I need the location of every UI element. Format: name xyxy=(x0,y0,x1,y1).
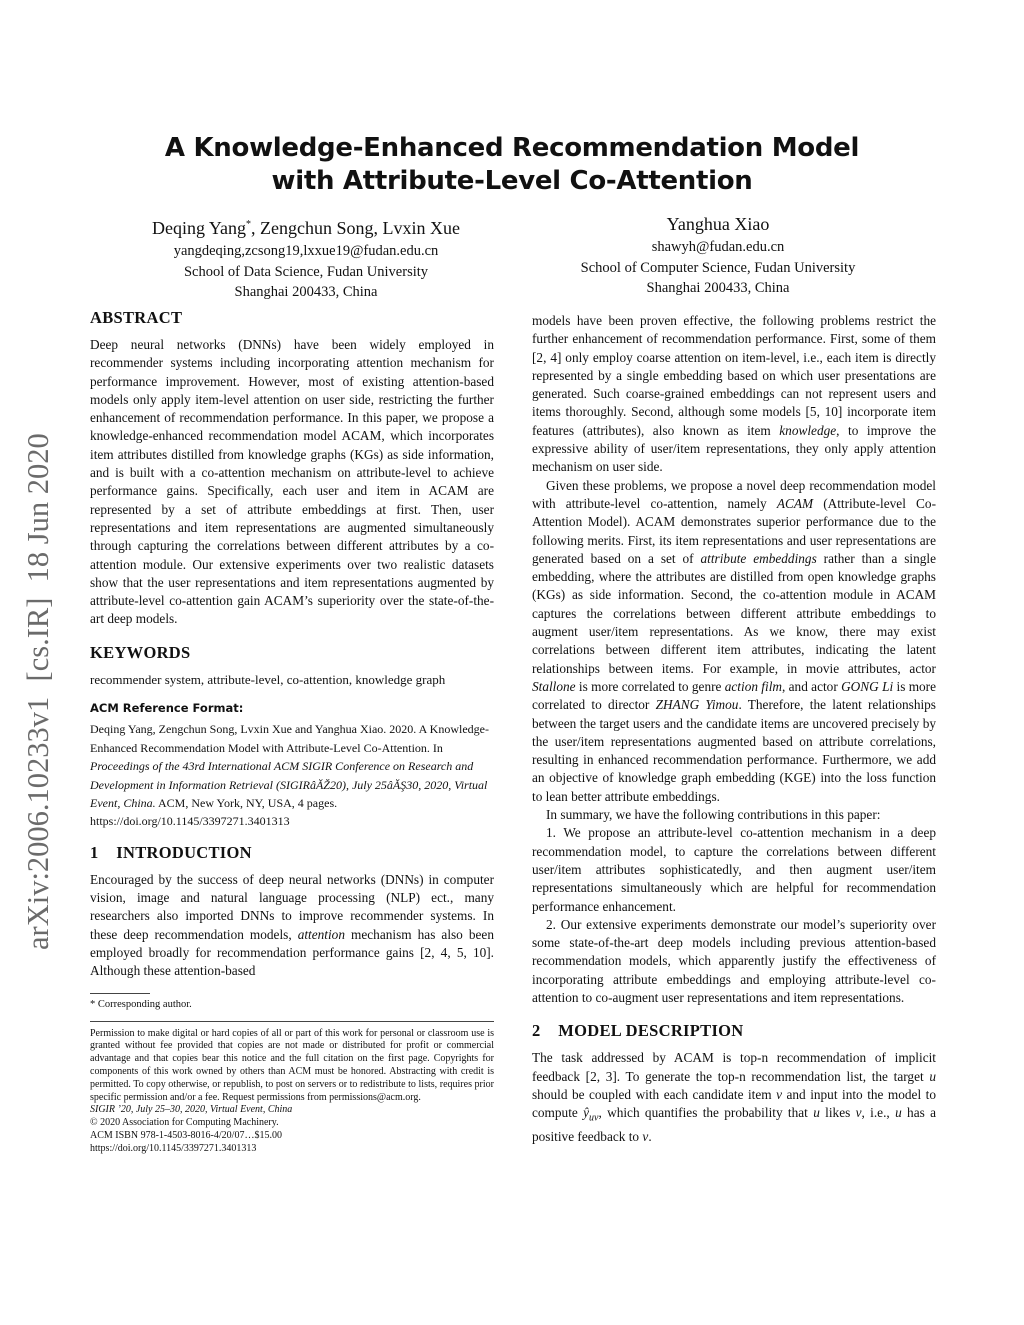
math-subscript: uv xyxy=(589,1112,599,1124)
abstract-text: Deep neural networks (DNNs) have been widely employed in recommender systems including incorporating attention mechanism for performance improvement. However, most of existing attention-based models only apply item-level attention on user side, restricting the further enhancement of recommendation performance. In this paper, we propose a knowledge-enhanced recommendation model ACAM, which incorporates item attributes distilled from knowledge graphs (KGs) as side information, and is built with a co-attention mechanism on attribute-level to achieve performance gains. Specifically, each user and item in ACAM are represented by a set of attribute embeddings at first. Then, user representations and item representations are augmented simultaneously through capturing the correlations between different attributes by a co-attention module. Our extensive experiments over two realistic datasets show that the user representations and item representations augmented by attribute-level co-attention gain ACAM’s superiority over the state-of-the-art deep models. xyxy=(90,337,494,627)
text-emphasis: GONG Li xyxy=(841,678,894,694)
text-run: The task addressed by ACAM is top-n recommendation of implicit feedback [2, 3]. To generate the top-n recommendation list, the target xyxy=(532,1050,936,1084)
text-run: should be coupled with each candidate item xyxy=(532,1086,777,1102)
contribution-1: 1. We propose an attribute-level co-attention mechanism in a deep recommendation model, to capture the correlations between different user/item attributes sophisticatedly, and then augment user/item representations simultaneously which are helpful for recommendation performance enhancement. xyxy=(532,825,936,914)
intro-heading xyxy=(90,843,494,863)
permission-rule xyxy=(90,1021,494,1022)
author-email: yangdeqing,zcsong19,lxxue19@fudan.edu.cn xyxy=(173,243,439,259)
text-emphasis: attention xyxy=(297,926,345,942)
model-heading xyxy=(532,1021,936,1041)
author-name-first: Deqing Yang xyxy=(152,218,247,238)
venue-text: SIGIR ’20, July 25–30, 2020, Virtual Event, China xyxy=(90,1104,293,1116)
math-var: ŷ xyxy=(583,1105,590,1121)
footnote: * Corresponding author. xyxy=(90,998,192,1010)
intro-paragraph-2 xyxy=(532,477,936,806)
section-title: INTRODUCTION xyxy=(116,842,252,862)
text-emphasis: knowledge xyxy=(779,422,837,438)
ref-part: Deqing Yang, Zengchun Song, Lvxin Xue and Yanghua Xiao. 2020. A Knowledge-Enhanced Recommendation Model with Attribute-Level Co-Attention. In xyxy=(90,722,489,755)
text-run: , i.e., xyxy=(861,1105,896,1121)
section-number: 1 xyxy=(90,842,99,862)
permission-text: Permission to make digital or hard copies of all or part of this work for personal or classroom use is granted without fee provided that copies are not made or distributed for profit or commercial advantage and that copies bear this notice and the full citation on the first page. Copyrights for components of this work owned by others than ACM must be honored. Abstracting with credit is permitted. To copy otherwise, or republish, to post on servers or to redistribute to lists, requires prior specific permission and/or a fee. Request permissions from permissions@acm.org. xyxy=(90,1027,494,1103)
section-number: 2 xyxy=(532,1021,541,1041)
text-run: and input into the model to compute xyxy=(532,1086,936,1121)
author-email: shawyh@fudan.edu.cn xyxy=(651,239,785,255)
math-var: u xyxy=(813,1105,820,1121)
author-footnote-mark: * xyxy=(246,219,252,230)
abstract-heading: ABSTRACT xyxy=(90,308,183,327)
section-title: MODEL DESCRIPTION xyxy=(558,1021,744,1041)
author-affiliation: School of Computer Science, Fudan University xyxy=(580,259,856,276)
ref-venue: Proceedings of the 43rd International ACM SIGIR Conference on Research and Development in Information Retrieval (SIGIRâĂŽ20), July 25âĂŞ30, 2020, Virtual Event, China. xyxy=(90,759,488,810)
title-line-1: A Knowledge-Enhanced Recommendation Model xyxy=(164,133,860,163)
text-run: . Therefore, the latent relationships between the target users and the candidate items are uncovered precisely by the user/item representations augmented based on attribute correlations, resulting in enhanced recommendation performance. Furthermore, we add an objective of knowledge graph embedding (KGE) into the loss function to lean better attribute embeddings. xyxy=(532,697,936,804)
permission-block xyxy=(90,1028,494,1156)
math-var: v xyxy=(855,1105,862,1121)
author-block-2 xyxy=(518,212,918,299)
text-emphasis: ZHANG Yimou xyxy=(655,697,739,713)
text-run: rather than a single embedding, where the attributes are distilled from open knowledge graphs (KGs) as side information. Second, the co-attention module in ACAM captures the correlations between different attribute embeddings to augment user/item representations. As we know, there may exist correlations between different item attributes, indicating the latent relationships between items. For example, in movie attributes, actor xyxy=(532,550,937,676)
text-emphasis: ACAM xyxy=(776,495,814,511)
text-run: Given these problems, we propose a novel deep recommendation model with attribute-level co-attention, namely xyxy=(532,477,936,511)
text-run: mechanism has also been employed broadly for recommendation performance gains [2, 4, 5, 10]. Although these attention-based xyxy=(90,926,494,979)
text-run: is more correlated to genre xyxy=(575,678,725,694)
math-var: u xyxy=(895,1105,902,1121)
text-emphasis: action film xyxy=(724,678,782,694)
text-run: (Attribute-level Co-Attention Model). ACAM demonstrates superior performance due to the following merits. First, its item representations and user representations are generated based on a set of xyxy=(532,495,936,566)
text-run: has a positive feedback to xyxy=(532,1105,936,1145)
text-run: . xyxy=(648,1129,652,1145)
intro-paragraph-3: In summary, we have the following contributions in this paper: xyxy=(546,807,881,823)
paper-title xyxy=(0,132,1024,198)
keywords-text: recommender system, attribute-level, co-attention, knowledge graph xyxy=(90,671,446,687)
text-run: , to improve the expressive ability of user/item representations, they only apply attention mechanism on user side. xyxy=(532,422,936,475)
arxiv-id: arXiv:2006.10233v1 [cs.IR] 18 Jun 2020 xyxy=(21,433,55,950)
right-column xyxy=(532,312,936,1146)
text-run: is more correlated to director xyxy=(532,678,937,713)
model-paragraph xyxy=(532,1049,936,1146)
text-run: Encouraged by the success of deep neural networks (DNNs) in computer vision, image and natural language processing (NLP) ect., many researchers also imported DNNs to improve recommender systems. In these deep recommendation models, xyxy=(90,871,494,942)
math-var: v xyxy=(776,1086,783,1102)
text-emphasis: Stallone xyxy=(532,678,576,694)
text-run: likes xyxy=(819,1105,856,1121)
author-affiliation: School of Data Science, Fudan University xyxy=(183,263,429,280)
keywords-heading: KEYWORDS xyxy=(90,642,191,662)
author-address: Shanghai 200433, China xyxy=(646,280,790,296)
acm-reference-heading: ACM Reference Format: xyxy=(90,701,244,716)
permission-isbn: ACM ISBN 978-1-4503-8016-4/20/07…$15.00 xyxy=(90,1129,282,1141)
permission-copyright: © 2020 Association for Computing Machinery. xyxy=(90,1117,279,1129)
ref-part: ACM, New York, NY, USA, 4 pages. https://doi.org/10.1145/3397271.3401313 xyxy=(90,795,338,829)
author-names: Yanghua Xiao xyxy=(666,214,770,234)
title-line-2: with Attribute-Level Co-Attention xyxy=(271,166,753,196)
footnote-rule xyxy=(90,993,150,994)
text-run: , which quantifies the probability that xyxy=(598,1105,814,1121)
author-names xyxy=(106,212,506,241)
text-emphasis: attribute embeddings xyxy=(700,550,817,566)
math-var: u xyxy=(929,1068,936,1084)
author-block-1 xyxy=(106,212,506,303)
text-run: , and actor xyxy=(782,678,842,694)
acm-reference-text xyxy=(90,720,494,830)
text-run: models have been proven effective, the following problems restrict the further enhancement of recommendation performance. First, some of them [2, 4] only employ coarse attention on item-level, i.e., each item is directly represented by a single embedding based on which user presentations are generated. Such coarse-grained embeddings can not represent users and items thoroughly. Second, although some models [5, 10] incorporate item features (attributes), also known as item xyxy=(532,313,936,438)
math-var: v xyxy=(642,1129,649,1145)
arxiv-watermark xyxy=(16,370,58,950)
intro-paragraph-cont xyxy=(532,312,936,477)
contribution-2: 2. Our extensive experiments demonstrate our model’s superiority over some state-of-the-art deep models including previous attention-based recommendation models, which apparently justify the effectiveness of incorporating attribute embeddings and employing attribute-level co-attention to co-augment user representations and item representations. xyxy=(532,916,936,1005)
intro-paragraph xyxy=(90,871,494,981)
author-names-rest: , Zengchun Song, Lvxin Xue xyxy=(251,218,460,238)
author-address: Shanghai 200433, China xyxy=(234,284,378,300)
permission-venue xyxy=(90,1104,494,1117)
permission-doi: https://doi.org/10.1145/3397271.3401313 xyxy=(90,1142,257,1154)
left-column xyxy=(90,308,494,1156)
